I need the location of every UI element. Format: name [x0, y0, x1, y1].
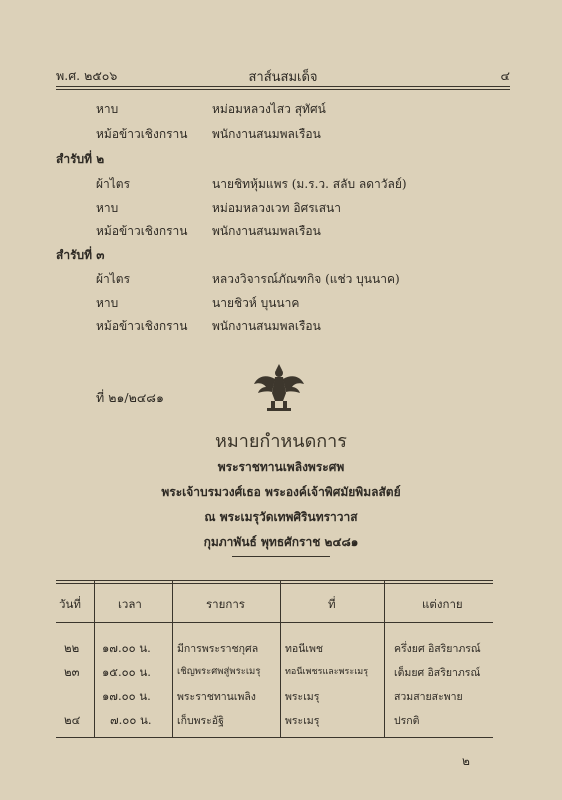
table-cell: ๗.๐๐ น. — [110, 713, 152, 727]
entry-label: หม้อข้าวเชิงกราน — [96, 224, 188, 238]
table-cell: ๑๗.๐๐ น. — [102, 689, 151, 703]
table-header-item: รายการ — [206, 597, 245, 611]
column-divider — [94, 580, 95, 738]
entry-value: หลวงวิจารณ์ภัณฑกิจ (แช่ว บุนนาค) — [212, 272, 400, 286]
column-divider — [172, 580, 173, 738]
notice-line-1: พระราชทานเพลิงพระศพ — [217, 460, 345, 474]
page-number: ๒ — [462, 754, 470, 768]
table-header-time: เวลา — [118, 597, 142, 611]
table-cell: พระราชทานเพลิง — [177, 691, 256, 703]
table-top-rule — [56, 580, 493, 581]
column-divider — [384, 580, 385, 738]
column-divider — [280, 580, 281, 738]
entry-label: หาบ — [96, 201, 119, 215]
table-cell: ๒๔ — [64, 713, 81, 727]
entry-label: หม้อข้าวเชิงกราน — [96, 127, 188, 141]
reference-number: ที่ ๒๑/๒๔๘๑ — [96, 390, 164, 405]
table-bottom-rule — [56, 737, 493, 738]
notice-line-3: ณ พระเมรุวัดเทพศิรินทราวาส — [204, 510, 358, 524]
table-cell: ทอนีเพชรและพระเมรุ — [285, 667, 369, 677]
header-rule — [56, 86, 510, 87]
entry-label: หาบ — [96, 102, 119, 116]
table-cell: สวมสายสะพาย — [394, 691, 463, 703]
entry-value: หม่อมหลวงเวท อิศรเสนา — [212, 201, 341, 215]
garuda-emblem-icon — [252, 360, 306, 414]
table-cell: ครึ่งยศ อิสริยาภรณ์ — [394, 643, 481, 655]
notice-line-2: พระเจ้าบรมวงศ์เธอ พระองค์เจ้าพิศมัยพิมลสัตย์ — [161, 485, 401, 499]
title-underline — [232, 556, 330, 557]
table-cell: มีการพระราชกุศล — [177, 643, 259, 655]
schedule-table — [56, 580, 493, 738]
entry-value: พนักงานสนมพลเรือน — [212, 127, 321, 141]
table-cell: เต็มยศ อิสริยาภรณ์ — [394, 667, 481, 679]
entry-value: พนักงานสนมพลเรือน — [212, 224, 321, 238]
table-cell: ทอนีเพช — [285, 643, 324, 655]
header-rule-double — [56, 89, 510, 90]
notice-title: หมายกำหนดการ — [215, 431, 347, 452]
table-top-rule-double — [56, 583, 493, 584]
table-header-dress: แต่งกาย — [422, 597, 463, 611]
header-year: พ.ศ. ๒๕๐๖ — [56, 68, 118, 83]
entry-label: หาบ — [96, 296, 119, 310]
section-heading: สำรับที่ ๒ — [56, 152, 105, 166]
table-cell: ปรกติ — [394, 715, 420, 727]
entry-value: นายชิทหุ้มแพร (ม.ร.ว. สลับ ลดาวัลย์) — [212, 177, 407, 191]
entry-label: หม้อข้าวเชิงกราน — [96, 319, 188, 333]
table-header-rule — [56, 622, 493, 623]
running-header — [56, 66, 510, 86]
entry-label: ผ้าไตร — [96, 177, 131, 191]
table-cell: ๑๗.๐๐ น. — [102, 641, 151, 655]
table-cell: ๑๕.๐๐ น. — [102, 665, 151, 679]
table-header-date: วันที่ — [59, 597, 81, 611]
entry-value: นายชิวห์ บุนนาค — [212, 296, 300, 310]
table-header-place: ที่ — [328, 597, 336, 611]
table-cell: เชิญพระศพสู่พระเมรุ — [177, 666, 261, 677]
entry-value: พนักงานสนมพลเรือน — [212, 319, 321, 333]
entry-value: หม่อมหลวงไสว สุทัศน์ — [212, 102, 326, 116]
table-cell: ๒๒ — [64, 641, 80, 655]
section-heading: สำรับที่ ๓ — [56, 248, 105, 262]
header-title: สาส์นสมเด็จ — [248, 70, 318, 85]
table-cell: พระเมรุ — [285, 691, 320, 703]
notice-line-4: กุมภาพันธ์ พุทธศักราช ๒๔๘๑ — [203, 535, 359, 549]
entry-label: ผ้าไตร — [96, 272, 131, 286]
table-cell: เก็บพระอัฐิ — [177, 715, 224, 727]
table-cell: พระเมรุ — [285, 715, 320, 727]
header-page: ๔ — [500, 68, 510, 83]
table-cell: ๒๓ — [64, 665, 80, 679]
